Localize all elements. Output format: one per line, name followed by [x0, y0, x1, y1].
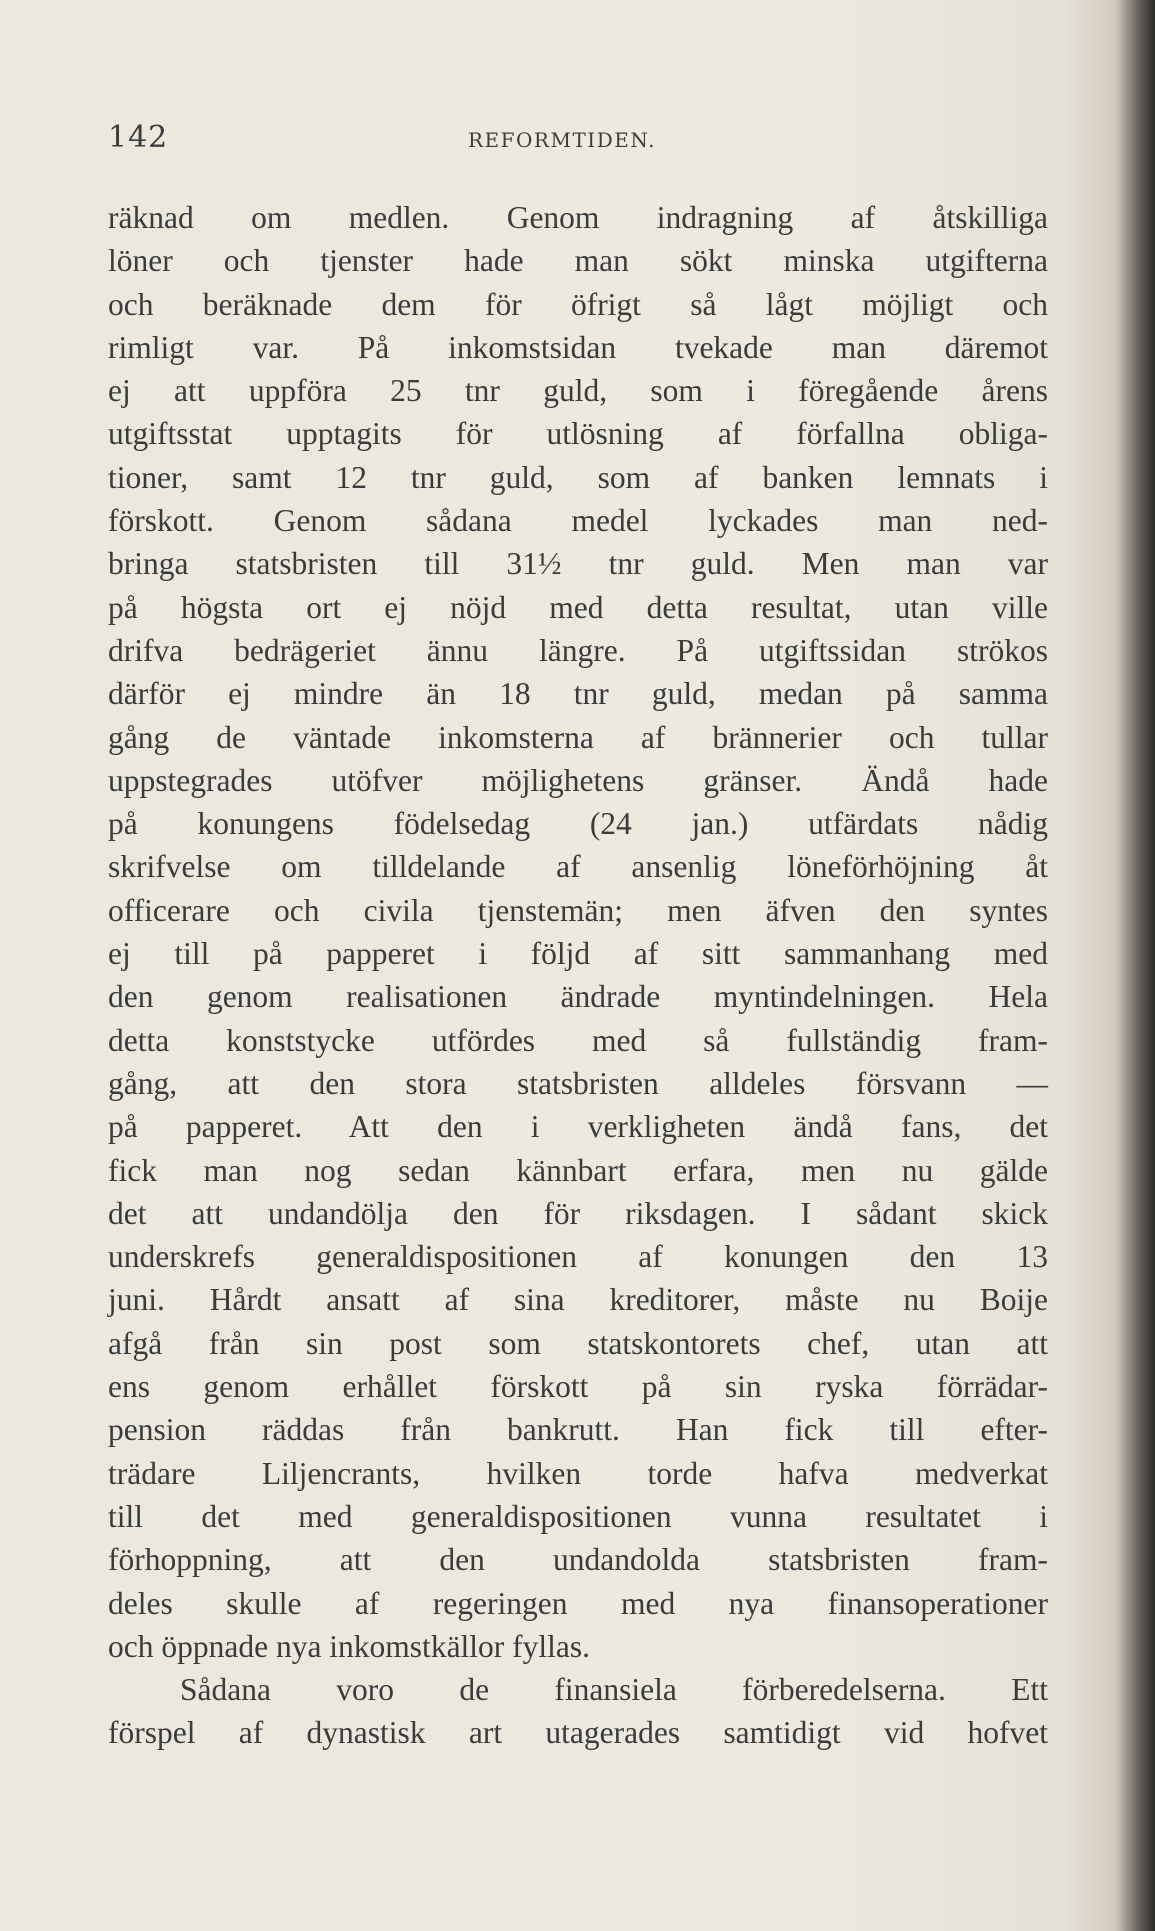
text-line: Sådana voro de finansiela förberedelserna. Ett — [180, 1672, 1048, 1708]
text-line: pension räddas från bankrutt. Han fick till efter- — [108, 1412, 1048, 1448]
text-line: den genom realisationen ändrade myntindelningen. Hela — [108, 979, 1048, 1015]
page-number: 142 — [108, 120, 169, 155]
running-head — [108, 120, 938, 160]
text-line: officerare och civila tjenstemän; men äfven den syntes — [108, 892, 1048, 928]
binding-shadow — [1115, 0, 1155, 1931]
text-line: deles skulle af regeringen med nya finansoperationer — [108, 1585, 1048, 1621]
text-line: afgå från sin post som statskontorets chef, utan att — [108, 1325, 1048, 1361]
text-line: på högsta ort ej nöjd med detta resultat, utan ville — [108, 589, 1048, 625]
text-line: förskott. Genom sådana medel lyckades man ned- — [108, 503, 1048, 539]
text-line: det att undandölja den för riksdagen. I sådant skick — [108, 1195, 1048, 1231]
section-title: REFORMTIDEN. — [468, 128, 656, 152]
text-line: skrifvelse om tilldelande af ansenlig löneförhöjning åt — [108, 849, 1048, 885]
body-text — [108, 196, 1048, 1755]
text-line: juni. Hårdt ansatt af sina kreditorer, måste nu Boije — [108, 1282, 1048, 1318]
text-line: bringa statsbristen till 31½ tnr guld. Men man var — [108, 546, 1048, 582]
text-line: löner och tjenster hade man sökt minska utgifterna — [108, 243, 1048, 279]
text-line: ej att uppföra 25 tnr guld, som i föregående årens — [108, 373, 1048, 409]
text-line: detta konststycke utfördes med så fullständig fram- — [108, 1022, 1048, 1058]
text-line: ej till på papperet i följd af sitt sammanhang med — [108, 936, 1048, 972]
text-line: och beräknade dem för öfrigt så lågt möjligt och — [108, 286, 1048, 322]
text-line: ens genom erhållet förskott på sin ryska förrädar- — [108, 1369, 1048, 1405]
text-line: till det med generaldispositionen vunna resultatet i — [108, 1498, 1048, 1534]
text-line: förhoppning, att den undandolda statsbristen fram- — [108, 1542, 1048, 1578]
text-line: utgiftsstat upptagits för utlösning af förfallna obliga- — [108, 416, 1048, 452]
text-line: och öppnade nya inkomstkällor fyllas. — [108, 1628, 591, 1664]
text-line: underskrefs generaldispositionen af konungen den 13 — [108, 1239, 1048, 1275]
text-line: trädare Liljencrants, hvilken torde hafva medverkat — [108, 1455, 1048, 1491]
text-line: tioner, samt 12 tnr guld, som af banken lemnats i — [108, 459, 1048, 495]
text-line: gång de väntade inkomsterna af brännerier och tullar — [108, 719, 1048, 755]
text-line: drifva bedrägeriet ännu längre. På utgiftssidan strökos — [108, 632, 1048, 668]
text-line: på papperet. Att den i verkligheten ändå fans, det — [108, 1109, 1048, 1145]
text-line: på konungens födelsedag (24 jan.) utfärdats nådig — [108, 806, 1048, 842]
text-line: fick man nog sedan kännbart erfara, men nu gälde — [108, 1152, 1048, 1188]
text-line: uppstegrades utöfver möjlighetens gränser. Ändå hade — [108, 762, 1048, 798]
text-line: rimligt var. På inkomstsidan tvekade man däremot — [108, 329, 1048, 365]
text-line: räknad om medlen. Genom indragning af åtskilliga — [108, 200, 1048, 235]
text-line: gång, att den stora statsbristen alldeles försvann — — [108, 1065, 1048, 1101]
text-line: förspel af dynastisk art utagerades samtidigt vid hofvet — [108, 1715, 1048, 1751]
text-line: därför ej mindre än 18 tnr guld, medan på samma — [108, 676, 1048, 712]
